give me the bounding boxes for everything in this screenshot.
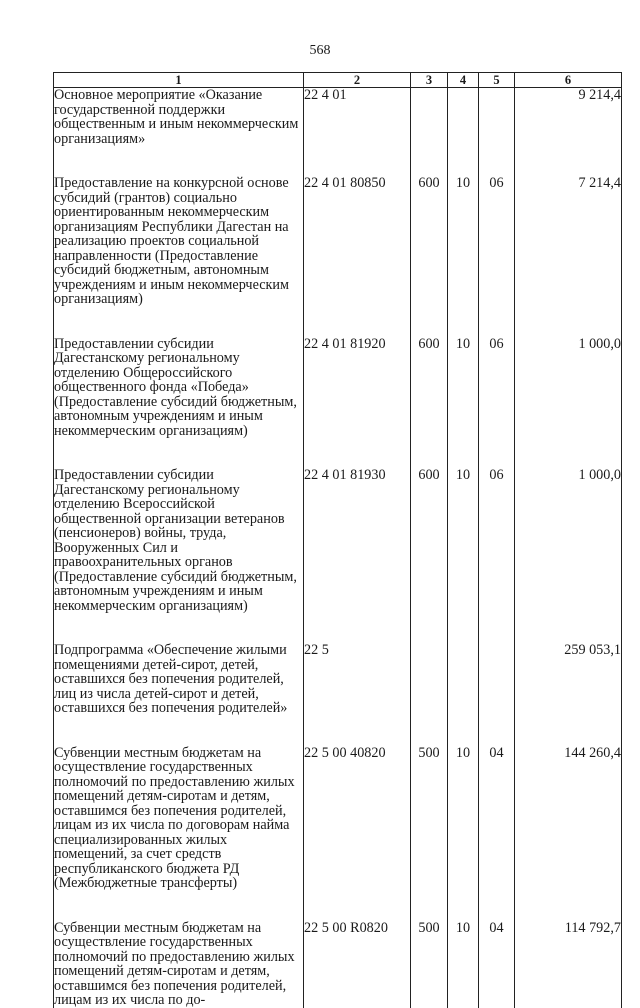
- row-amount: 114 792,7: [515, 921, 622, 1008]
- row-rz: 10: [448, 468, 479, 613]
- table-row: [54, 921, 622, 1008]
- row-name: Субвенции местным бюджетам на осуществление государственных полномочий по предоставлению жилых помещений детям-сиротам и детям, оставшимся без попечения родителей, лицам из их числа по договорам найма специализированных жилых помещений, за счет средств республиканского бюджета РД (Межбюджетные трансферты): [54, 746, 304, 891]
- row-vr: [411, 88, 448, 147]
- row-vr: 600: [411, 337, 448, 439]
- column-header-3: 3: [411, 73, 448, 88]
- row-amount: 144 260,4: [515, 746, 622, 891]
- row-spacer: [54, 891, 622, 921]
- column-header-5: 5: [479, 73, 515, 88]
- column-header-4: 4: [448, 73, 479, 88]
- row-spacer: [54, 438, 622, 468]
- row-vr: 600: [411, 176, 448, 307]
- row-rz: 10: [448, 746, 479, 891]
- row-pr: 06: [479, 468, 515, 613]
- row-vr: 500: [411, 921, 448, 1008]
- row-name: Предоставление на конкурсной основе субсидий (грантов) социально ориентированным некоммерческим организациям Республики Дагестан на реализацию проектов социальной направленности (Предоставление субсидий бюджетным, автономным учреждениям и иным некоммерческим организациям): [54, 176, 304, 307]
- row-code: 22 4 01: [304, 88, 411, 147]
- row-name: Предоставлении субсидии Дагестанскому региональному отделению Общероссийского общественного фонда «Победа» (Предоставление субсидий бюджетным, автономным учреждениям и иным некоммерческим организациям): [54, 337, 304, 439]
- table-header-row: [54, 73, 622, 88]
- column-header-6: 6: [515, 73, 622, 88]
- table-row: [54, 468, 622, 613]
- column-header-2: 2: [304, 73, 411, 88]
- row-rz: 10: [448, 176, 479, 307]
- row-rz: [448, 88, 479, 147]
- row-name: Подпрограмма «Обеспечение жилыми помещениями детей-сирот, детей, оставшихся без попечения родителей, лиц из числа детей-сирот и детей, оставшихся без попечения родителей»: [54, 643, 304, 716]
- row-pr: [479, 643, 515, 716]
- table-row: [54, 746, 622, 891]
- table-row: [54, 337, 622, 439]
- page-number: 568: [309, 43, 331, 58]
- row-name: Субвенции местным бюджетам на осуществление государственных полномочий по предоставлению жилых помещений детям-сиротам и детям, оставшимся без попечения родителей, лицам из их числа по до-: [54, 921, 304, 1008]
- row-amount: 7 214,4: [515, 176, 622, 307]
- row-code: 22 5 00 R0820: [304, 921, 411, 1008]
- row-amount: 1 000,0: [515, 468, 622, 613]
- row-rz: 10: [448, 337, 479, 439]
- row-name: Основное мероприятие «Оказание государственной поддержки общественным и иным некоммерческим организациям»: [54, 88, 304, 147]
- row-pr: 06: [479, 337, 515, 439]
- table-row: [54, 643, 622, 716]
- row-vr: 500: [411, 746, 448, 891]
- row-code: 22 4 01 81920: [304, 337, 411, 439]
- column-header-1: 1: [54, 73, 304, 88]
- row-spacer: [54, 613, 622, 643]
- table-row: [54, 88, 622, 147]
- row-code: 22 4 01 80850: [304, 176, 411, 307]
- row-code: 22 5 00 40820: [304, 746, 411, 891]
- row-code: 22 4 01 81930: [304, 468, 411, 613]
- row-vr: 600: [411, 468, 448, 613]
- row-pr: 06: [479, 176, 515, 307]
- table-row: [54, 176, 622, 307]
- row-pr: 04: [479, 746, 515, 891]
- row-vr: [411, 643, 448, 716]
- row-spacer: [54, 716, 622, 746]
- row-pr: 04: [479, 921, 515, 1008]
- row-amount: 1 000,0: [515, 337, 622, 439]
- row-rz: [448, 643, 479, 716]
- row-spacer: [54, 146, 622, 176]
- budget-table: [53, 72, 622, 1008]
- row-rz: 10: [448, 921, 479, 1008]
- row-name: Предоставлении субсидии Дагестанскому региональному отделению Всероссийской общественной организации ветеранов (пенсионеров) войны, труда, Вооруженных Сил и правоохранительных органов (Предоставление субсидий бюджетным, автономным учреждениям и иным некоммерческим организациям): [54, 468, 304, 613]
- row-pr: [479, 88, 515, 147]
- row-amount: 9 214,4: [515, 88, 622, 147]
- row-spacer: [54, 307, 622, 337]
- row-amount: 259 053,1: [515, 643, 622, 716]
- row-code: 22 5: [304, 643, 411, 716]
